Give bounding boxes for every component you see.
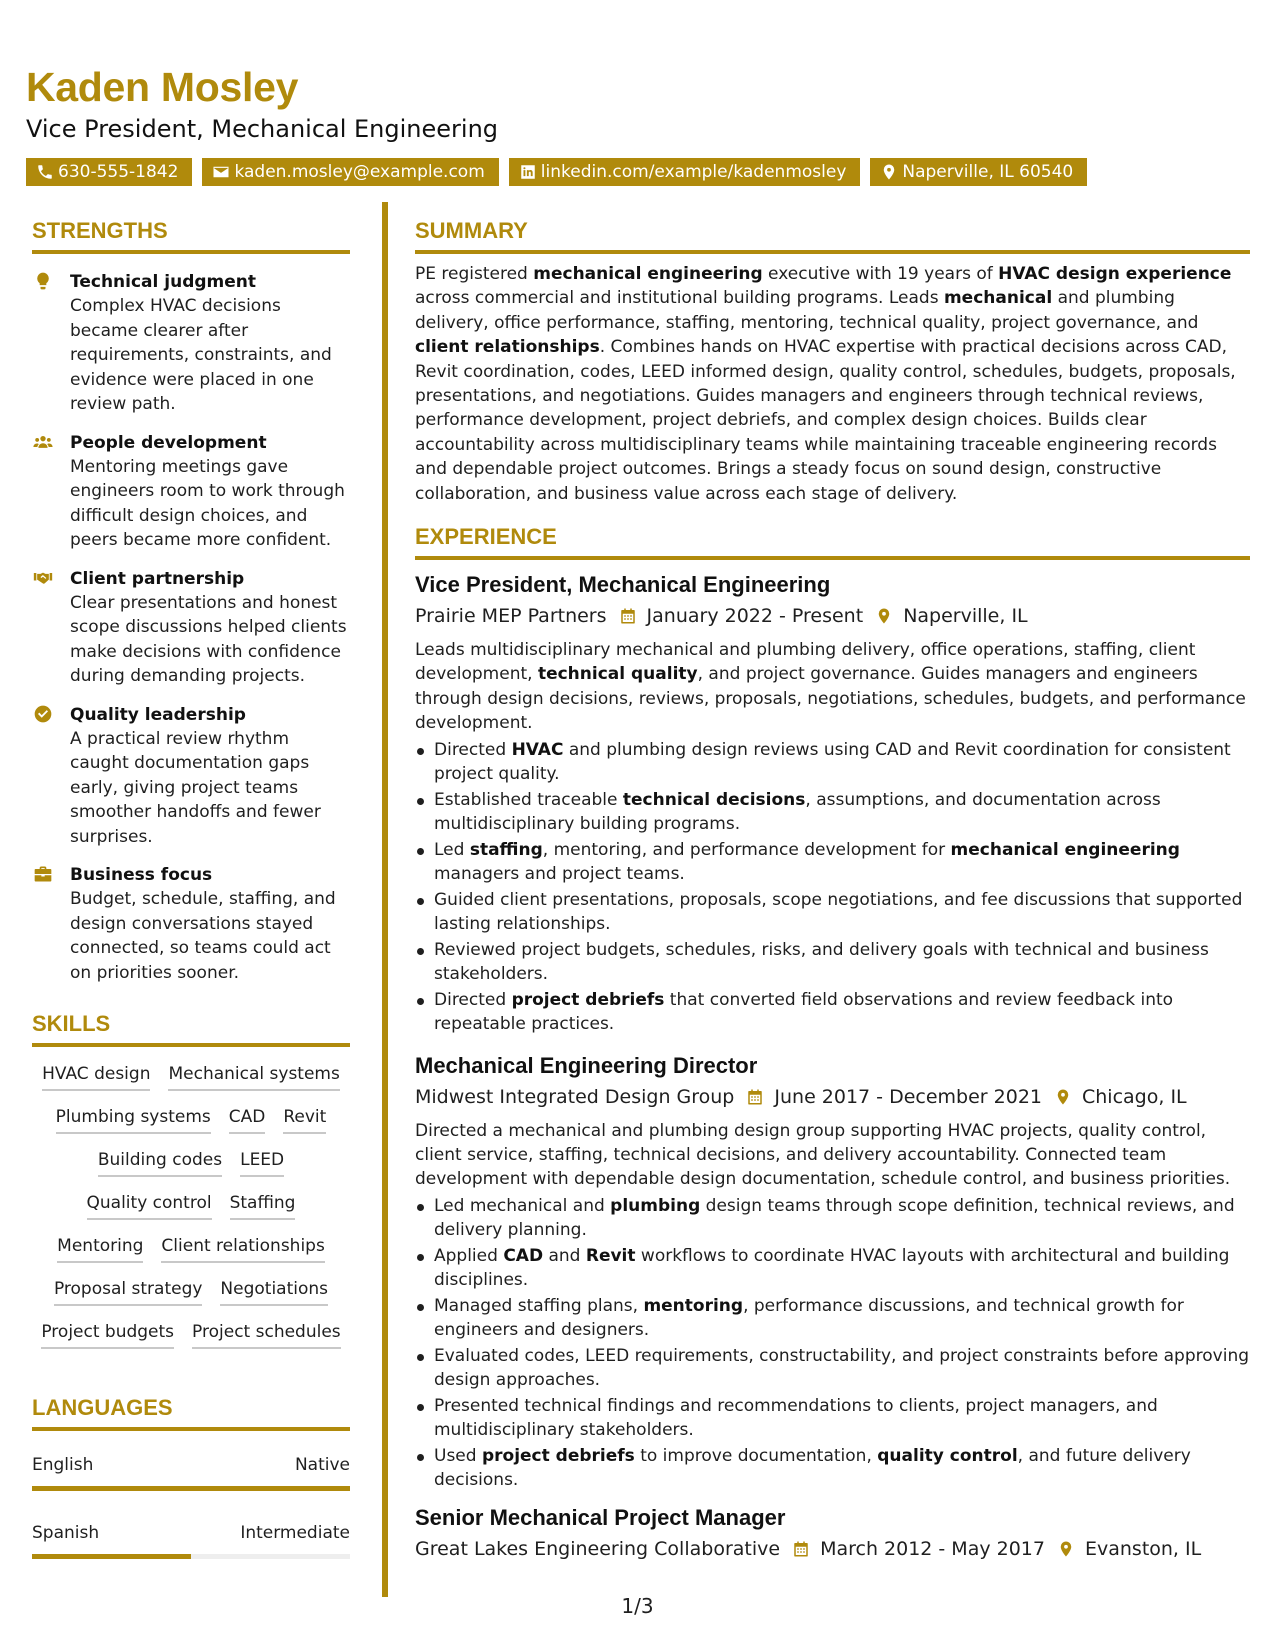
skill-tag: Mechanical systems xyxy=(168,1061,339,1091)
text-segment: , and future delivery decisions. xyxy=(434,1445,1191,1491)
strength-desc: Complex HVAC decisions became clearer after requirements, constraints, and evidence were placed in one review path. xyxy=(70,296,332,414)
candidate-title: Vice President, Mechanical Engineering xyxy=(26,115,499,143)
job-title: Senior Mechanical Project Manager xyxy=(415,1504,786,1530)
language-name: English xyxy=(32,1455,94,1475)
phone-icon xyxy=(36,163,54,181)
job-bullets xyxy=(415,738,1250,1037)
text-segment: Directed a mechanical and plumbing design group supporting HVAC projects, quality control, client service, staffing, technical decisions, and delivery accountability. Connected team development with dependable design documentation, schedule control, and business priorities. xyxy=(415,1120,1231,1190)
skill-row xyxy=(32,1233,350,1263)
bold-phrase: technical decisions xyxy=(622,789,806,810)
strength-desc: Clear presentations and honest scope discussions helped clients make decisions with confidence during demanding projects. xyxy=(70,592,347,686)
job-location: Evanston, IL xyxy=(1084,1537,1202,1560)
bold-phrase: technical quality xyxy=(537,664,698,685)
experience-item xyxy=(415,570,1250,1036)
language-item xyxy=(32,1453,350,1491)
strength-title: Business focus xyxy=(70,865,213,885)
skill-tag: Mentoring xyxy=(57,1233,143,1263)
strength-desc: Mentoring meetings gave engineers room to work through difficult design choices, and peers became more confident. xyxy=(70,456,345,550)
strength-item xyxy=(32,567,350,689)
contact-email[interactable] xyxy=(202,158,498,186)
bold-phrase: staffing xyxy=(469,839,543,860)
contact-bar xyxy=(26,158,1245,186)
text-segment: Reviewed project budgets, schedules, risks, and delivery goals with technical and business stakeholders. xyxy=(434,939,1209,985)
job-bullet xyxy=(415,1194,1250,1243)
company-name: Great Lakes Engineering Collaborative xyxy=(415,1537,781,1560)
strength-item xyxy=(32,863,350,985)
skill-row xyxy=(32,1319,350,1349)
page-number: 1/3 xyxy=(621,1594,654,1618)
job-dates: January 2022 - Present xyxy=(646,605,864,628)
skill-tag: Project schedules xyxy=(192,1319,341,1349)
language-name: Spanish xyxy=(32,1523,100,1543)
check-circle-icon xyxy=(32,704,54,724)
contact-location-text: Naperville, IL 60540 xyxy=(902,162,1074,182)
text-segment: Applied xyxy=(434,1245,504,1266)
text-segment: Directed xyxy=(434,739,512,760)
contact-phone-text: 630-555-1842 xyxy=(58,162,179,182)
text-segment: Directed xyxy=(434,989,512,1010)
job-dates: March 2012 - May 2017 xyxy=(820,1537,1045,1560)
skill-tag: Negotiations xyxy=(220,1276,328,1306)
skill-tag: Building codes xyxy=(98,1147,222,1177)
text-segment: workflows to coordinate HVAC layouts with architectural and building disciplines. xyxy=(434,1245,1230,1291)
job-bullet xyxy=(415,1344,1250,1393)
experience-item xyxy=(415,1503,1250,1563)
bold-phrase: mechanical engineering xyxy=(533,264,763,284)
skill-tag: Client relationships xyxy=(161,1233,324,1263)
job-bullet xyxy=(415,988,1250,1037)
bold-phrase: Revit xyxy=(585,1245,636,1266)
experience-heading: EXPERIENCE xyxy=(415,520,1250,560)
briefcase-icon xyxy=(32,864,54,884)
text-segment: design teams through scope definition, technical reviews, and delivery planning. xyxy=(434,1195,1235,1241)
job-dates: June 2017 - December 2021 xyxy=(774,1085,1042,1108)
text-segment: , and project governance. Guides managers and engineers through design decisions, reviews, proposals, negotiations, schedules, budgets, and performance development. xyxy=(415,664,1246,734)
text-segment: Leads multidisciplinary mechanical and plumbing delivery, office operations, staffing, client development, xyxy=(415,640,1196,685)
bold-phrase: CAD xyxy=(503,1245,544,1266)
contact-linkedin-text: linkedin.com/example/kadenmosley xyxy=(540,162,847,182)
text-segment: Evaluated codes, LEED requirements, constructability, and project constraints before approving design approaches. xyxy=(434,1345,1250,1391)
language-level: Intermediate xyxy=(240,1523,350,1543)
company-name: Prairie MEP Partners xyxy=(415,605,607,628)
job-bullet xyxy=(415,838,1250,887)
location-pin-icon xyxy=(875,606,893,626)
contact-phone[interactable] xyxy=(26,158,192,186)
bold-phrase: quality control xyxy=(877,1445,1018,1466)
skill-row xyxy=(32,1104,350,1134)
bold-phrase: mechanical xyxy=(943,288,1053,309)
strength-item xyxy=(32,431,350,553)
text-segment: and plumbing delivery, office performance, staffing, mentoring, technical quality, project governance, and xyxy=(415,288,1199,333)
contact-email-text: kaden.mosley@example.com xyxy=(234,162,485,182)
skill-tag: HVAC design xyxy=(42,1061,150,1091)
text-segment: Led mechanical and xyxy=(434,1195,611,1216)
bold-phrase: plumbing xyxy=(610,1195,701,1216)
job-location: Chicago, IL xyxy=(1082,1085,1187,1108)
lightbulb-icon xyxy=(32,271,54,291)
skill-tag: Project budgets xyxy=(41,1319,174,1349)
left-column xyxy=(32,214,350,1559)
linkedin-icon xyxy=(519,163,537,181)
job-bullet xyxy=(415,788,1250,837)
handshake-icon xyxy=(32,568,54,588)
calendar-icon xyxy=(619,606,637,626)
job-description xyxy=(415,638,1250,736)
text-segment: Managed staffing plans, xyxy=(434,1295,644,1316)
skills-list xyxy=(32,1061,350,1349)
strength-desc: Budget, schedule, staffing, and design conversations stayed connected, so teams could act on priorities sooner. xyxy=(70,889,336,983)
column-divider xyxy=(382,202,388,1597)
strength-item xyxy=(32,703,350,850)
bold-phrase: project debriefs xyxy=(481,1445,635,1466)
skill-row xyxy=(32,1061,350,1091)
strength-desc: A practical review rhythm caught documentation gaps early, giving project teams smoother handoffs and fewer surprises. xyxy=(70,728,321,847)
calendar-icon xyxy=(792,1539,810,1559)
job-bullet xyxy=(415,1244,1250,1293)
skill-tag: Proposal strategy xyxy=(54,1276,202,1306)
skill-tag: CAD xyxy=(229,1104,266,1134)
text-segment: Led xyxy=(434,839,470,860)
job-bullet xyxy=(415,1394,1250,1443)
language-proficiency-bar xyxy=(32,1554,350,1559)
calendar-icon xyxy=(746,1087,764,1107)
language-proficiency-fill xyxy=(32,1486,350,1491)
language-level: Native xyxy=(294,1455,350,1475)
skill-tag: Staffing xyxy=(230,1190,296,1220)
job-location: Naperville, IL xyxy=(903,605,1028,628)
text-segment: across commercial and institutional building programs. Leads xyxy=(415,288,944,309)
job-description xyxy=(415,1119,1250,1192)
bold-phrase: HVAC design experience xyxy=(998,264,1232,284)
experience-list xyxy=(415,570,1250,1562)
languages-heading: LANGUAGES xyxy=(32,1391,350,1431)
company-name: Midwest Integrated Design Group xyxy=(415,1085,735,1108)
right-column xyxy=(415,214,1250,1563)
bold-phrase: project debriefs xyxy=(511,989,665,1010)
experience-item xyxy=(415,1051,1250,1493)
skill-tag: Revit xyxy=(283,1104,326,1134)
job-meta xyxy=(415,1083,1250,1111)
text-segment: and xyxy=(543,1245,586,1266)
language-item xyxy=(32,1521,350,1559)
users-icon xyxy=(32,432,54,452)
text-segment: . Combines hands on HVAC expertise with practical decisions across CAD, Revit coordination, codes, LEED informed design, quality control, schedules, budgets, proposals, presentations, and negotiations. Guides managers and engineers through technical reviews, performance development, project debriefs, and complex design choices. Builds clear accountability across multidisciplinary teams while maintaining traceable engineering records and dependable project outcomes. Brings a steady focus on sound design, constructive collaboration, and business value across each stage of delivery. xyxy=(415,337,1236,504)
strength-title: People development xyxy=(70,432,267,453)
skill-row xyxy=(32,1190,350,1220)
contact-linkedin[interactable] xyxy=(509,158,861,186)
summary-heading: SUMMARY xyxy=(415,214,1250,254)
job-title: Vice President, Mechanical Engineering xyxy=(415,572,831,598)
text-segment: , assumptions, and documentation across multidisciplinary building programs. xyxy=(434,789,1161,835)
job-title: Mechanical Engineering Director xyxy=(415,1052,758,1078)
job-bullet xyxy=(415,938,1250,987)
summary-text xyxy=(415,262,1250,506)
text-segment: , mentoring, and performance development for xyxy=(542,839,951,860)
bold-phrase: client relationships xyxy=(415,337,600,358)
text-segment: managers and project teams. xyxy=(434,864,685,885)
resume-header xyxy=(26,62,1245,186)
strength-title: Quality leadership xyxy=(70,704,246,725)
text-segment: executive with 19 years of xyxy=(762,264,999,284)
text-segment: Guided client presentations, proposals, scope negotiations, and fee discussions that supported lasting relationships. xyxy=(434,889,1243,935)
text-segment: to improve documentation, xyxy=(634,1445,878,1466)
job-bullet xyxy=(415,1444,1250,1493)
text-segment: , performance discussions, and technical growth for engineers and designers. xyxy=(434,1295,1184,1341)
bold-phrase: mechanical engineering xyxy=(950,839,1180,860)
location-pin-icon xyxy=(880,163,898,181)
job-bullet xyxy=(415,1294,1250,1343)
skill-tag: LEED xyxy=(240,1147,284,1177)
skills-heading: SKILLS xyxy=(32,1007,350,1047)
strength-title: Client partnership xyxy=(70,568,245,589)
bold-phrase: HVAC xyxy=(511,739,564,760)
text-segment: and plumbing design reviews using CAD and Revit coordination for consistent project quality. xyxy=(434,739,1231,785)
skill-row xyxy=(32,1276,350,1306)
skill-tag: Plumbing systems xyxy=(56,1104,211,1134)
skill-row xyxy=(32,1147,350,1177)
job-bullets xyxy=(415,1194,1250,1493)
text-segment: PE registered xyxy=(415,264,534,284)
job-bullet xyxy=(415,738,1250,787)
location-pin-icon xyxy=(1054,1087,1072,1107)
text-segment: Established traceable xyxy=(434,789,623,810)
contact-location xyxy=(870,158,1087,186)
language-proficiency-fill xyxy=(32,1554,191,1559)
job-bullet xyxy=(415,888,1250,937)
location-pin-icon xyxy=(1057,1539,1075,1559)
strength-title: Technical judgment xyxy=(70,272,257,292)
text-segment: that converted field observations and review feedback into repeatable practices. xyxy=(434,989,1174,1035)
text-segment: Presented technical findings and recommendations to clients, project managers, and multidisciplinary stakeholders. xyxy=(434,1395,1158,1441)
strengths-heading: STRENGTHS xyxy=(32,214,350,254)
job-meta xyxy=(415,1535,1250,1563)
bold-phrase: mentoring xyxy=(643,1295,744,1316)
text-segment: Used xyxy=(434,1445,482,1466)
language-proficiency-bar xyxy=(32,1486,350,1491)
envelope-icon xyxy=(212,163,230,181)
skill-tag: Quality control xyxy=(87,1190,212,1220)
strength-item xyxy=(32,270,350,417)
candidate-name: Kaden Mosley xyxy=(26,64,299,110)
job-meta xyxy=(415,602,1250,630)
